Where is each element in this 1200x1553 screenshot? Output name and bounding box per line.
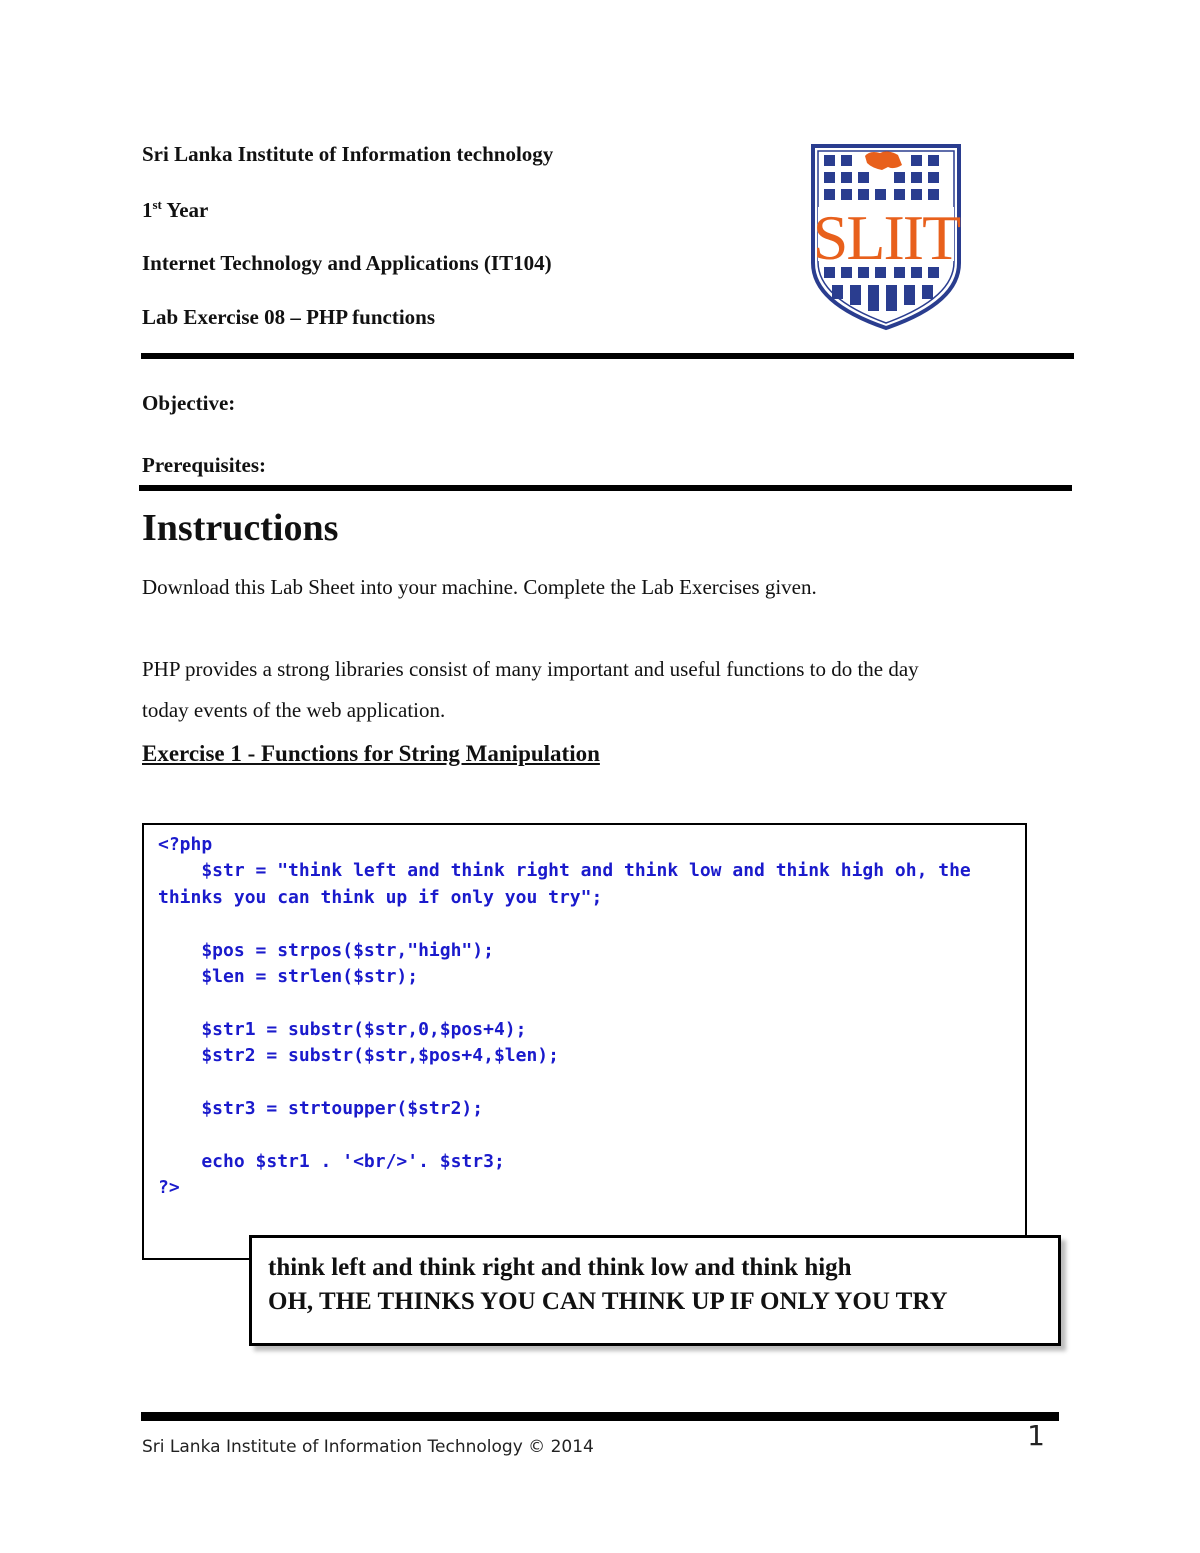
year-number: 1 <box>142 198 153 222</box>
instructions-paragraph-2-line-2: today events of the web application. <box>142 698 446 722</box>
instructions-paragraph-2-line-1: PHP provides a strong libraries consist of many important and useful functions to do the day <box>142 657 919 681</box>
section-divider <box>139 485 1072 491</box>
footer-copyright: Sri Lanka Institute of Information Technology © 2014 <box>142 1437 594 1457</box>
sliit-logo <box>810 143 962 331</box>
institute-name: Sri Lanka Institute of Information technology <box>142 142 554 166</box>
output-line-1: think left and think right and think low and think high <box>268 1254 852 1281</box>
instructions-heading: Instructions <box>142 507 339 549</box>
instructions-paragraph-1: Download this Lab Sheet into your machine. Complete the Lab Exercises given. <box>142 575 817 599</box>
year-word: Year <box>166 198 209 222</box>
objective-label: Objective: <box>142 391 236 415</box>
php-code-listing: <?php $str = "think left and think right and think low and think high oh, the thinks you can think up if only you try"; $pos = strpos($str,"high"); $len = strlen($str); $str1 = substr($str,0,$pos+4); $str2 = substr($str,$pos+4,$len); $str3 = strtoupper($str2); echo $str1 . '<br/>'. $str3; ?> <box>158 834 971 1199</box>
exercise-1-heading: Exercise 1 - Functions for String Manipulation <box>142 741 600 766</box>
year-suffix: st <box>152 197 162 212</box>
sliit-logo-text: SLIIT <box>812 202 960 273</box>
output-box <box>249 1235 1061 1346</box>
year-label <box>142 197 208 223</box>
output-line-2: OH, THE THINKS YOU CAN THINK UP IF ONLY YOU TRY <box>268 1288 948 1315</box>
prerequisites-label: Prerequisites: <box>142 453 267 477</box>
header-divider <box>141 353 1074 359</box>
lab-title: Lab Exercise 08 – PHP functions <box>142 305 436 329</box>
footer-divider <box>141 1412 1059 1421</box>
sliit-shield-icon <box>810 143 962 331</box>
page-number: 1 <box>1027 1419 1045 1452</box>
course-title: Internet Technology and Applications (IT104) <box>142 251 552 275</box>
